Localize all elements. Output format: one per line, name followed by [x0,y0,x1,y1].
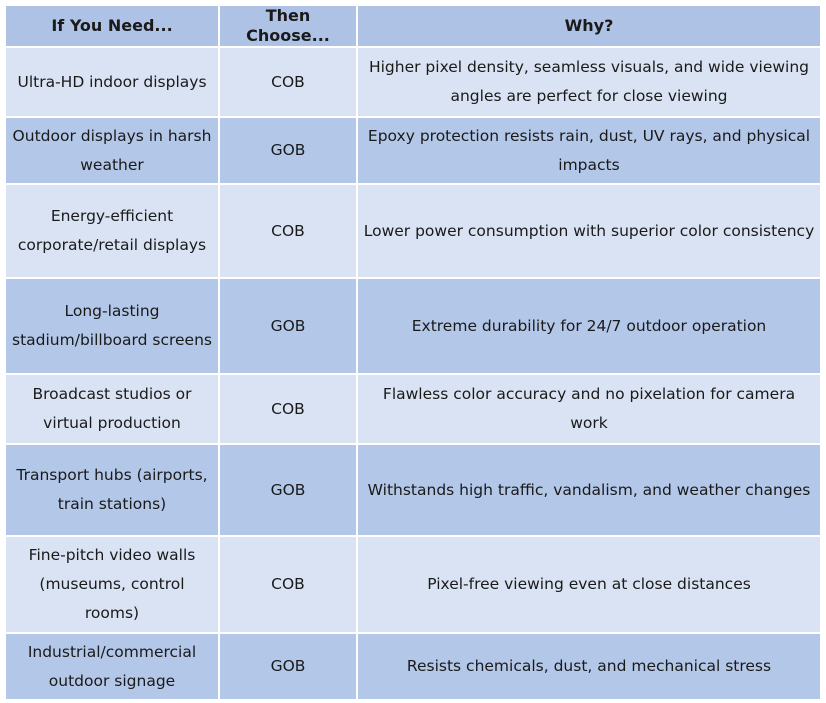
comparison-table-container [4,4,820,701]
why-cell: Epoxy protection resists rain, dust, UV rays, and physical impacts [357,117,821,184]
table-row [5,374,821,444]
choice-cell: COB [219,184,357,278]
header-if-you-need: If You Need... [5,5,219,47]
table-row [5,278,821,374]
why-cell: Withstands high traffic, vandalism, and weather changes [357,444,821,536]
choice-cell: GOB [219,117,357,184]
why-cell: Extreme durability for 24/7 outdoor operation [357,278,821,374]
need-cell: Industrial/commercial outdoor signage [5,633,219,700]
need-cell: Energy-efficient corporate/retail displays [5,184,219,278]
choice-cell: COB [219,374,357,444]
choice-cell: COB [219,536,357,633]
cob-gob-comparison-table [4,4,822,701]
why-cell: Higher pixel density, seamless visuals, and wide viewing angles are perfect for close viewing [357,47,821,117]
need-cell: Transport hubs (airports, train stations) [5,444,219,536]
choice-cell: GOB [219,278,357,374]
table-row [5,536,821,633]
need-cell: Broadcast studios or virtual production [5,374,219,444]
why-cell: Lower power consumption with superior color consistency [357,184,821,278]
why-cell: Resists chemicals, dust, and mechanical stress [357,633,821,700]
need-cell: Fine-pitch video walls (museums, control rooms) [5,536,219,633]
choice-cell: GOB [219,633,357,700]
need-cell: Ultra-HD indoor displays [5,47,219,117]
table-row [5,633,821,700]
choice-cell: COB [219,47,357,117]
why-cell: Flawless color accuracy and no pixelation for camera work [357,374,821,444]
why-cell: Pixel-free viewing even at close distances [357,536,821,633]
table-row [5,444,821,536]
table-row [5,117,821,184]
table-header-row [5,5,821,47]
choice-cell: GOB [219,444,357,536]
header-why: Why? [357,5,821,47]
table-row [5,47,821,117]
table-row [5,184,821,278]
header-then-choose: Then Choose... [219,5,357,47]
need-cell: Outdoor displays in harsh weather [5,117,219,184]
need-cell: Long-lasting stadium/billboard screens [5,278,219,374]
